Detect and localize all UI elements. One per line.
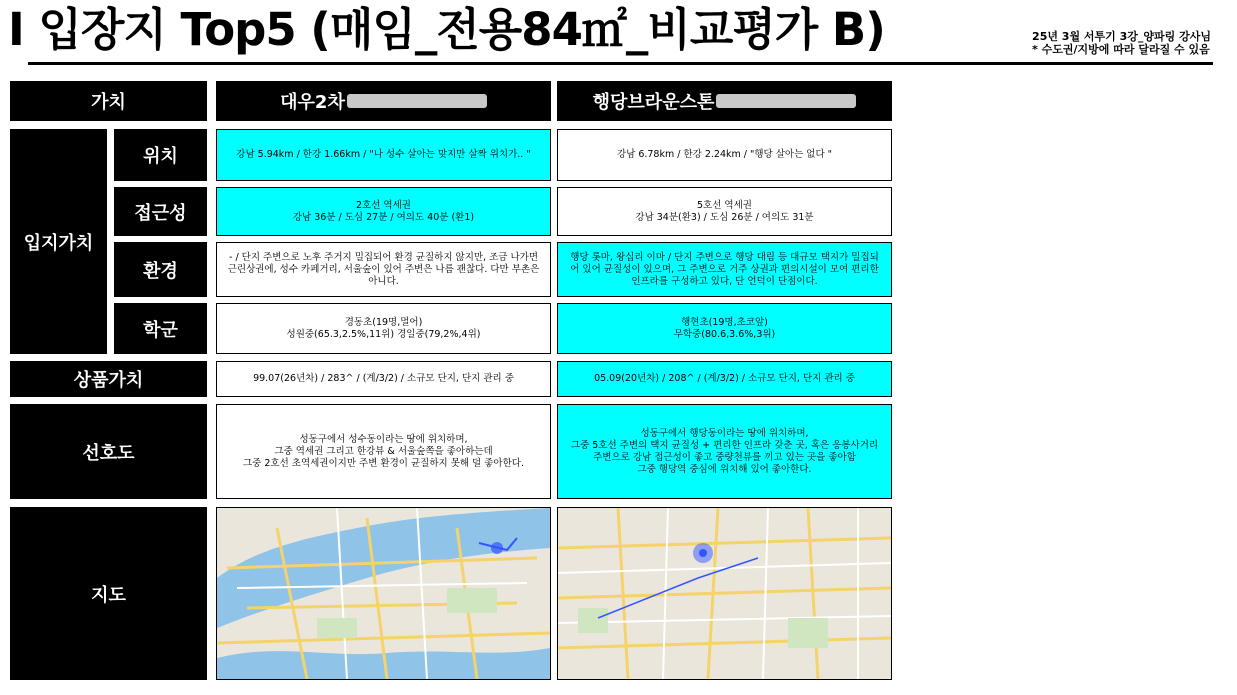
preference-apt2-line1: 성동구에서 행당동이라는 땅에 위치하며,: [640, 427, 809, 439]
note-line-1: 25년 3월 서투기 3강_양파링 강사님: [1032, 30, 1211, 43]
preference-apt2-line2: 그중 5호선 주변의 택지 균질성 + 편리한 인프라 갖춘 곳, 혹은 응봉사거리: [570, 439, 879, 451]
school-apt1-line2: 성원중(65.3,2.5%,11위) 경일중(79,2%,4위): [286, 328, 481, 340]
environment-apt2: 행당 롯마, 왕십리 이마 / 단지 주변으로 행당 대림 등 대규모 택지가 밀집되어 있어 균질성이 있으며, 그 주변으로 거주 상권과 편의시설이 모여 편리한 인프라를 구성하고 있다, 단 언덕이 단점이다.: [557, 242, 892, 297]
access-apt1-line1: 2호선 역세권: [356, 199, 411, 211]
map-apt1-image: [217, 508, 550, 679]
row-label-access: 접근성: [114, 187, 207, 236]
source-note: [1032, 30, 1211, 56]
location-apt1: 강남 5.94km / 한강 1.66km / "나 성수 살아는 맞지만 살짝 위치가.. ": [216, 129, 551, 181]
row-label-preference: 선호도: [10, 404, 207, 499]
access-apt1-line2: 강남 36분 / 도심 27분 / 여의도 40분 (환1): [292, 211, 475, 223]
apt1-header: [216, 81, 551, 121]
group-location-value: 입지가치: [10, 129, 107, 354]
redacted-blur: [716, 94, 856, 108]
row-label-school: 학군: [114, 303, 207, 354]
row-label-environment: 환경: [114, 242, 207, 297]
note-line-2: * 수도권/지방에 따라 달라질 수 있음: [1032, 43, 1210, 56]
preference-apt1: [216, 404, 551, 499]
row-label-product: 상품가치: [10, 361, 207, 397]
school-apt2-line2: 무학중(80.6,3.6%,3위): [673, 328, 776, 340]
preference-apt1-line2: 그중 역세권 그리고 한강뷰 & 서울숲쪽을 좋아하는데: [274, 445, 493, 457]
title-underline: [28, 62, 1213, 65]
environment-apt1: - / 단지 주변으로 노후 주거지 밀집되어 환경 균질하지 않지만, 조금 나가면 근린상권에, 성수 카페거리, 서울숲이 있어 주변은 나름 괜찮다. 다만 부촌은 아니다.: [216, 242, 551, 297]
preference-apt2-line3: 주변으로 강남 접근성이 좋고 중량천뷰를 끼고 있는 곳을 좋아함: [593, 451, 856, 463]
row-label-location: 위치: [114, 129, 207, 181]
map-apt2-image: [558, 508, 891, 679]
apt2-header: [557, 81, 892, 121]
school-apt1-line1: 경동초(19명,멀어): [344, 316, 423, 328]
map-apt2: [557, 507, 892, 680]
school-apt1: [216, 303, 551, 354]
page-title: I 입장지 Top5 (매임_전용84㎡_비교평가 B): [8, 3, 885, 56]
preference-apt2: [557, 404, 892, 499]
row-label-map: 지도: [10, 507, 207, 680]
access-apt2: [557, 187, 892, 236]
school-apt2-line1: 행현초(19명,초코앞): [681, 316, 768, 328]
access-apt1: [216, 187, 551, 236]
map-apt1: [216, 507, 551, 680]
school-apt2: [557, 303, 892, 354]
access-apt2-line2: 강남 34분(환3) / 도심 26분 / 여의도 31분: [635, 211, 814, 223]
column-header-value: 가치: [10, 81, 207, 121]
product-apt2: 05.09(20년차) / 208^ / (계/3/2) / 소규모 단지, 단지 관리 중: [557, 361, 892, 397]
apt1-name: 대우2차: [280, 92, 345, 113]
access-apt2-line1: 5호선 역세권: [697, 199, 752, 211]
apt2-name: 행당브라운스톤: [592, 92, 715, 113]
preference-apt1-line3: 그중 2호선 초역세권이지만 주변 환경이 균질하지 못해 덜 좋아한다.: [242, 457, 524, 469]
product-apt1: 99.07(26년차) / 283^ / (계/3/2) / 소규모 단지, 단지 관리 중: [216, 361, 551, 397]
location-apt2: 강남 6.78km / 한강 2.24km / "행당 살아는 없다 ": [557, 129, 892, 181]
redacted-blur: [347, 94, 487, 108]
preference-apt2-line4: 그중 행당역 중심에 위치해 있어 좋아한다.: [637, 463, 812, 475]
preference-apt1-line1: 성동구에서 성수동이라는 땅에 위치하며,: [299, 433, 468, 445]
